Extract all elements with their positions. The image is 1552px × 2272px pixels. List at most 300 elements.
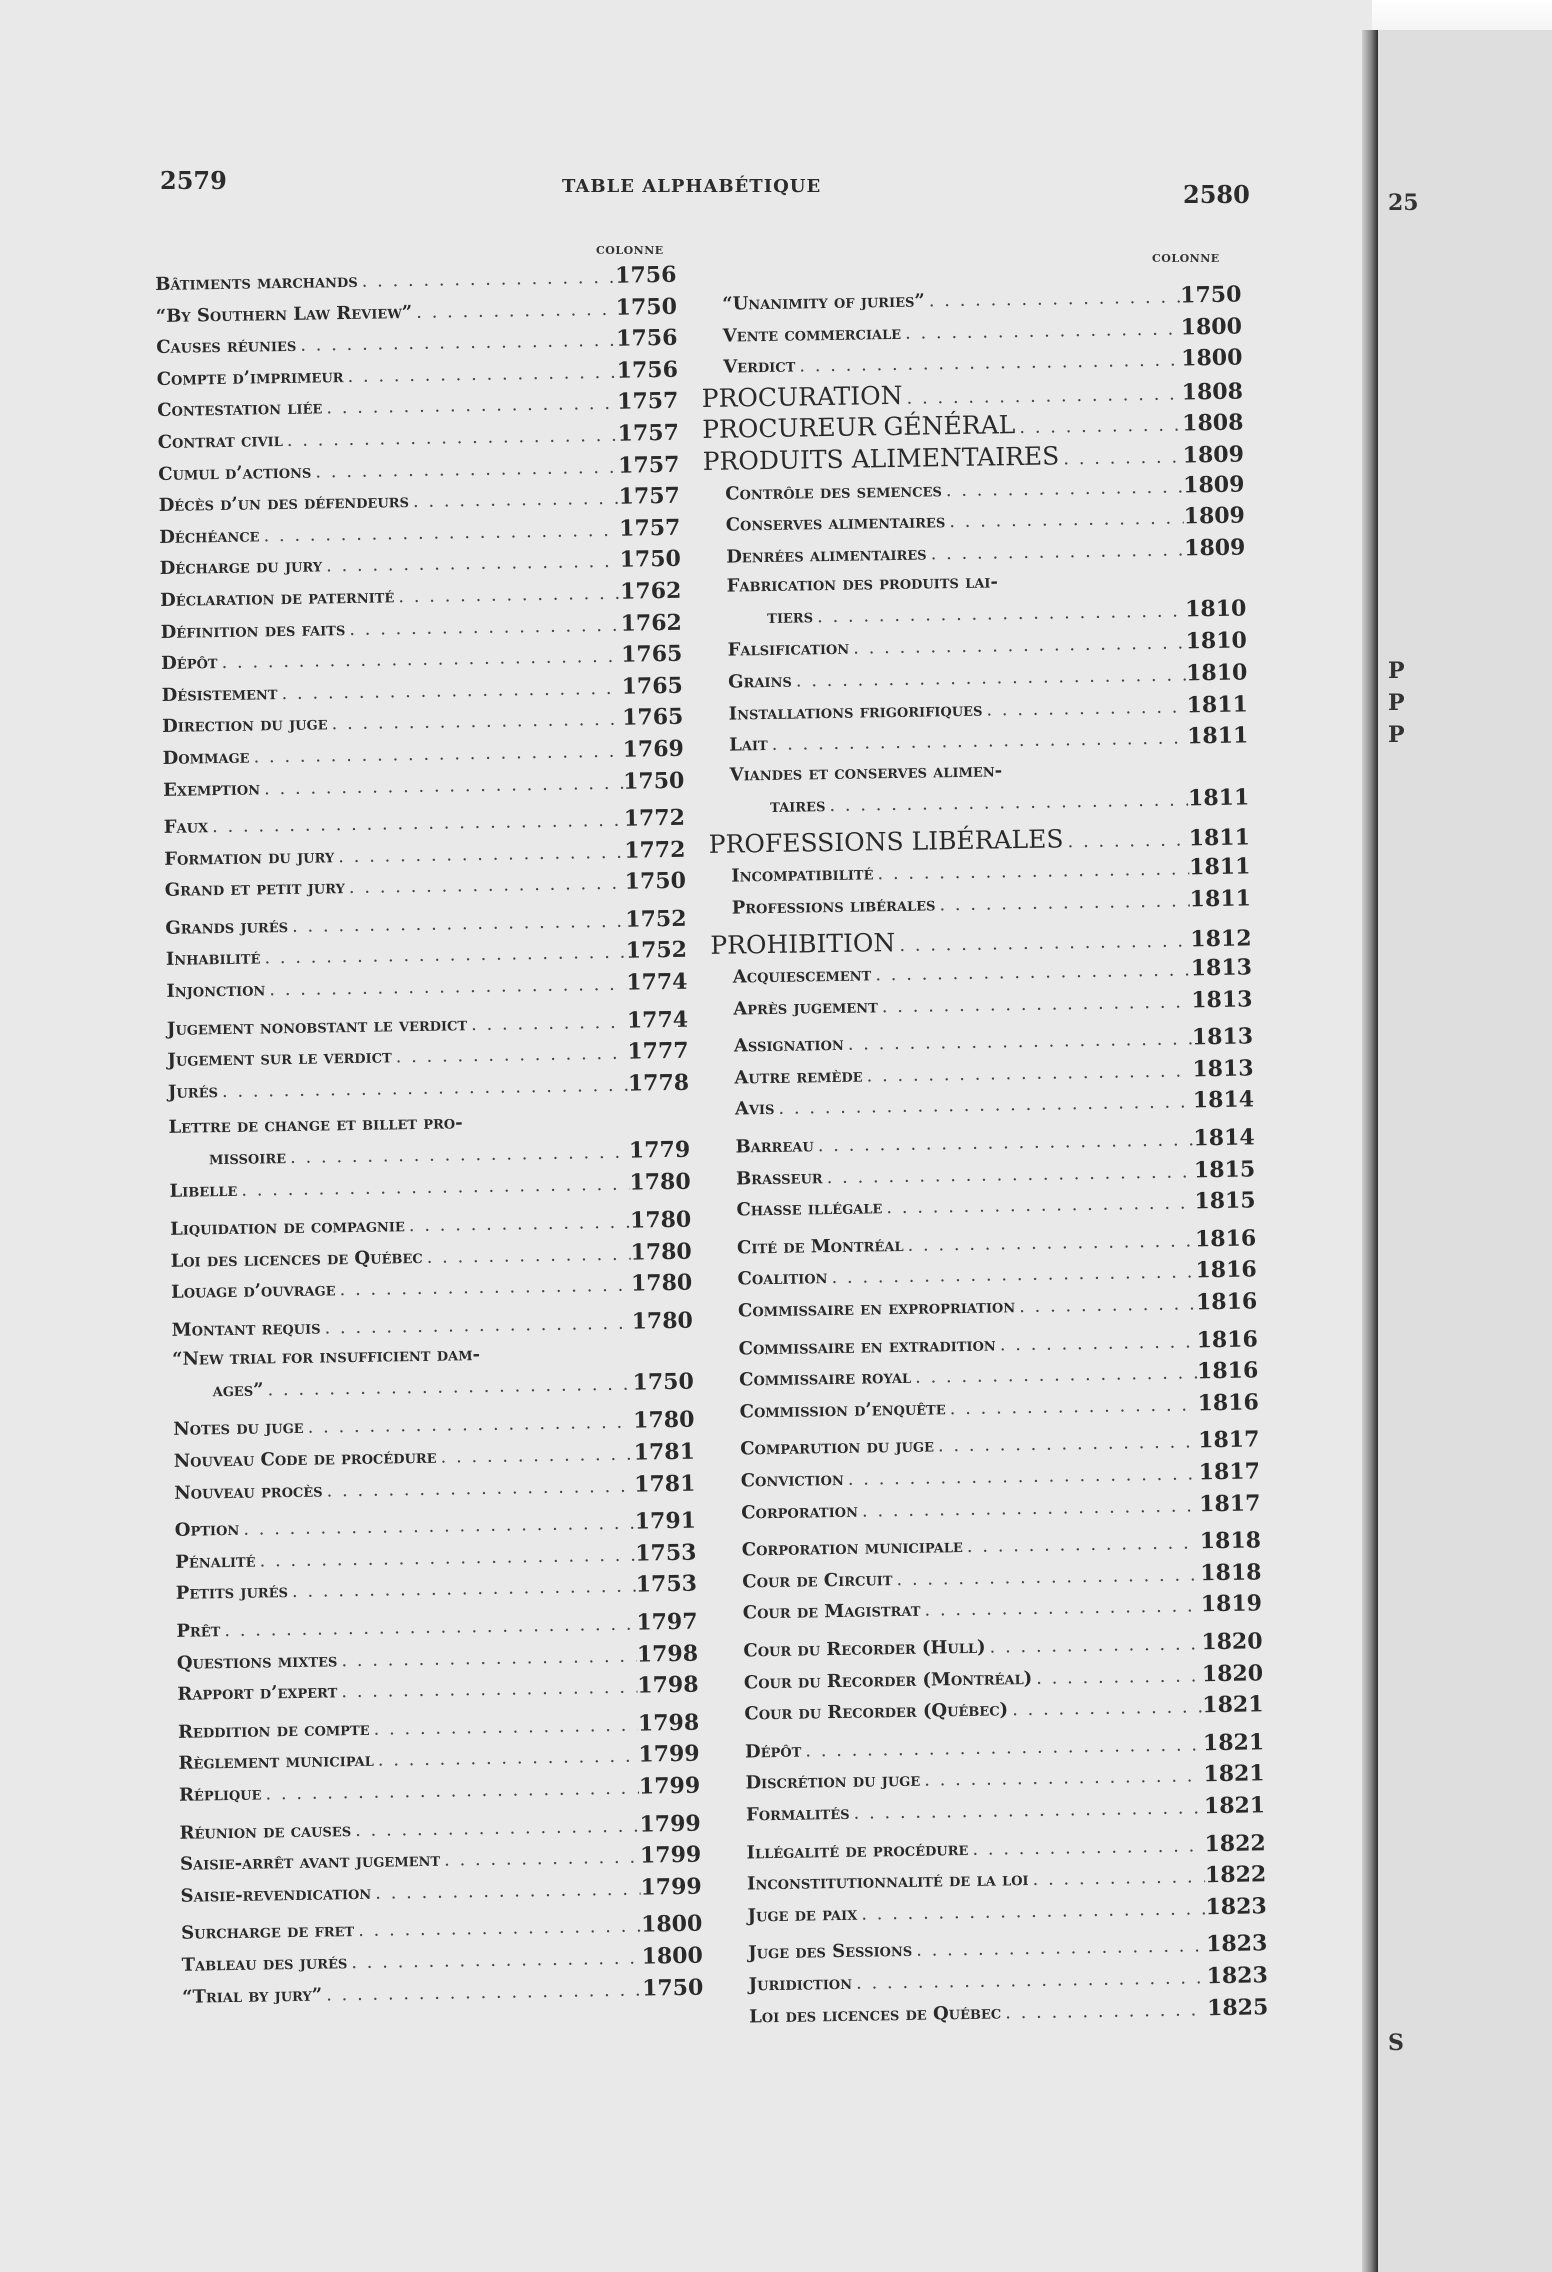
entry-label: Falsification xyxy=(727,638,850,661)
page-number-left: 2579 xyxy=(160,166,227,195)
dot-leader xyxy=(286,1138,629,1173)
column-number: 1822 xyxy=(1204,1861,1267,1889)
entry-label: Saisie-arrêt avant jugement xyxy=(179,1849,441,1875)
dot-leader xyxy=(902,378,1182,414)
dot-leader xyxy=(327,704,622,740)
column-number: 1799 xyxy=(640,1873,702,1901)
entry-label: Compte d’imprimeur xyxy=(156,365,344,390)
dot-leader xyxy=(288,906,626,943)
column-number: 1811 xyxy=(1186,722,1249,750)
column-number: 1812 xyxy=(1190,924,1252,952)
dot-leader xyxy=(935,885,1190,921)
column-number: 1757 xyxy=(616,388,679,416)
dot-leader xyxy=(320,1307,632,1343)
entry-label: “By Southern Law Review” xyxy=(155,301,413,327)
column-number: 1821 xyxy=(1203,1792,1266,1820)
column-number: 1752 xyxy=(625,905,687,933)
entry-label: Lait xyxy=(729,734,768,756)
entry-label: Commissaire royal xyxy=(738,1367,912,1391)
column-number: 1798 xyxy=(636,1640,699,1668)
dot-leader xyxy=(774,1087,1193,1125)
dot-leader xyxy=(920,1761,1204,1797)
dot-leader xyxy=(1001,1994,1207,2029)
dot-leader xyxy=(422,1238,630,1273)
entry-label: Déchéance xyxy=(159,525,260,548)
column-number: 1798 xyxy=(637,1709,700,1737)
dot-leader xyxy=(343,357,617,393)
entry-label: Direction du juge xyxy=(162,713,328,738)
column-number: 1811 xyxy=(1189,885,1252,913)
entry-label: PRODUITS ALIMENTAIRES xyxy=(702,441,1060,476)
entry-label: Denrées alimentaires xyxy=(726,543,927,568)
entry-label: “Trial by jury” xyxy=(181,1984,323,2008)
dot-leader xyxy=(337,1672,638,1708)
column-number: 1765 xyxy=(621,672,684,700)
entry-label: Brasseur xyxy=(735,1166,823,1190)
column-number: 1765 xyxy=(621,704,684,732)
dot-leader xyxy=(982,691,1187,726)
entry-label: Avis xyxy=(734,1098,775,1121)
entry-label: Barreau xyxy=(735,1135,814,1158)
dot-leader xyxy=(322,1974,642,2011)
entry-label: Comparution du juge xyxy=(740,1435,935,1460)
column-number: 1779 xyxy=(628,1137,691,1165)
entry-label: Vente commerciale xyxy=(722,322,902,347)
entry-label: Acquiescement xyxy=(732,964,872,988)
index-entry xyxy=(168,1105,689,1175)
entry-label-continued: ages” xyxy=(212,1379,264,1402)
entry-label: Commission d’enquête xyxy=(739,1398,946,1423)
dot-leader xyxy=(813,597,1186,633)
entry-label: Réunion de causes xyxy=(179,1819,352,1844)
entry-label: Cumul d’actions xyxy=(158,461,312,485)
column-number: 1821 xyxy=(1202,1729,1265,1757)
entry-label: “Unanimity of juries” xyxy=(722,290,925,315)
entry-label: Définition des faits xyxy=(160,618,346,643)
entry-label: Lettre de change et billet pro- xyxy=(168,1112,463,1139)
dot-leader xyxy=(405,1207,631,1242)
entry-label: Bâtiments marchands xyxy=(155,270,358,295)
dot-leader xyxy=(391,1038,627,1073)
dot-leader xyxy=(288,1571,636,1608)
dot-leader xyxy=(963,1527,1200,1562)
entry-label: “New trial for insufficient dam- xyxy=(171,1344,481,1371)
entry-label: Option xyxy=(174,1519,240,1542)
dot-leader xyxy=(322,388,617,424)
entry-label: Désistement xyxy=(161,682,278,706)
column-number: 1809 xyxy=(1183,534,1246,562)
index-entry xyxy=(172,1337,693,1407)
entry-label: Décharge du jury xyxy=(159,555,323,580)
column-number: 1772 xyxy=(623,804,686,832)
dot-leader xyxy=(345,868,625,904)
dot-leader xyxy=(849,628,1186,665)
column-number: 1811 xyxy=(1188,853,1251,881)
column-number: 1778 xyxy=(627,1069,690,1097)
column-number: 1814 xyxy=(1192,1086,1255,1114)
column-number: 1800 xyxy=(1180,313,1243,341)
column-number: 1799 xyxy=(639,1841,702,1869)
next-page-edge xyxy=(1378,30,1552,2272)
entry-label: Dépôt xyxy=(744,1740,802,1763)
entry-label: Contestation liée xyxy=(157,397,323,422)
entry-label: Exemption xyxy=(163,777,261,801)
entry-label: PROHIBITION xyxy=(710,927,896,960)
dot-leader xyxy=(995,1326,1196,1361)
index-column-left xyxy=(155,260,702,2012)
dot-leader xyxy=(925,281,1181,317)
column-number: 1813 xyxy=(1190,954,1253,982)
column-number: 1757 xyxy=(617,451,680,479)
column-number: 1781 xyxy=(633,1470,696,1498)
dot-leader xyxy=(322,546,620,582)
entry-label: Grands jurés xyxy=(165,915,289,939)
dot-leader xyxy=(374,1741,639,1777)
dot-leader xyxy=(357,262,615,298)
column-number: 1750 xyxy=(624,868,687,895)
dot-leader xyxy=(920,1591,1201,1627)
dot-leader xyxy=(878,986,1192,1023)
dot-leader xyxy=(871,954,1191,991)
column-number: 1816 xyxy=(1194,1225,1257,1253)
entry-label: Loi des licences de Québec xyxy=(170,1246,423,1272)
dot-leader xyxy=(1015,410,1182,444)
entry-label: Cour du Recorder (Montréal) xyxy=(743,1667,1033,1694)
dot-leader xyxy=(945,1389,1197,1425)
entry-label: Faux xyxy=(163,816,209,839)
dot-leader xyxy=(334,836,625,872)
entry-label: Règlement municipal xyxy=(178,1750,374,1775)
column-number: 1819 xyxy=(1200,1590,1263,1618)
entry-label: Juge de paix xyxy=(747,1903,858,1927)
entry-label: Formation du jury xyxy=(164,845,335,870)
dot-leader xyxy=(892,1559,1200,1595)
entry-label: Cour de Magistrat xyxy=(742,1600,921,1624)
entry-label: Petits jurés xyxy=(175,1581,289,1605)
column-number: 1780 xyxy=(629,1206,692,1234)
dot-leader xyxy=(218,1070,628,1108)
dot-leader xyxy=(873,854,1189,891)
column-number: 1813 xyxy=(1191,1023,1254,1051)
column-number: 1780 xyxy=(632,1407,695,1435)
entry-label: Causes réunies xyxy=(156,334,297,359)
column-number: 1756 xyxy=(615,324,678,352)
entry-label: Grains xyxy=(728,670,792,693)
column-number: 1820 xyxy=(1201,1659,1264,1687)
column-number: 1814 xyxy=(1193,1124,1255,1152)
dot-leader xyxy=(322,1470,634,1506)
index-entry xyxy=(707,752,1248,822)
column-number: 1820 xyxy=(1201,1628,1263,1656)
entry-label: Coalition xyxy=(737,1267,828,1290)
entry-label: Décès d’un des défendeurs xyxy=(158,491,410,517)
entry-label-continued: tiers xyxy=(767,606,814,629)
column-number: 1821 xyxy=(1203,1760,1265,1788)
column-number: 1800 xyxy=(640,1910,703,1938)
dot-leader xyxy=(912,1931,1206,1967)
entry-label: Contrôle des semences xyxy=(725,479,942,505)
column-number: 1757 xyxy=(618,482,681,510)
column-number: 1811 xyxy=(1186,690,1249,718)
dot-leader xyxy=(371,1873,641,1909)
entry-label: Fabrication des produits lai- xyxy=(726,571,999,597)
dot-leader xyxy=(901,313,1181,349)
column-number: 1797 xyxy=(636,1608,698,1636)
entry-label: Saisie-revendication xyxy=(180,1882,372,1907)
dot-leader xyxy=(1015,1288,1196,1322)
entry-label: Conserves alimentaires xyxy=(725,511,946,536)
column-number: 1809 xyxy=(1182,471,1245,498)
entry-label: Professions libérales xyxy=(731,894,936,919)
column-number: 1757 xyxy=(618,514,681,542)
column-number: 1811 xyxy=(1188,824,1251,852)
column-number: 1799 xyxy=(638,1740,700,1768)
entry-label: Reddition de compte xyxy=(177,1718,370,1743)
column-number: 1810 xyxy=(1185,627,1248,655)
dot-leader xyxy=(260,767,624,804)
column-number: 1823 xyxy=(1205,1893,1267,1920)
dot-leader xyxy=(436,1439,634,1474)
column-number: 1808 xyxy=(1181,378,1244,406)
column-number: 1769 xyxy=(622,735,685,763)
column-number: 1823 xyxy=(1205,1930,1268,1958)
dot-leader xyxy=(945,503,1184,538)
dot-leader xyxy=(440,1842,640,1877)
index-entry xyxy=(704,564,1245,634)
column-number: 1816 xyxy=(1196,1357,1259,1385)
dot-leader xyxy=(261,1773,639,1811)
column-number: 1816 xyxy=(1195,1256,1257,1284)
column-number: 1765 xyxy=(620,640,683,668)
column-label-right: COLONNE xyxy=(1152,252,1220,265)
entry-label: Cour du Recorder (Québec) xyxy=(744,1699,1009,1725)
dot-leader xyxy=(337,1640,637,1676)
entry-label: PROCUREUR GÉNÉRAL xyxy=(702,410,1016,445)
column-number: 1815 xyxy=(1194,1187,1256,1215)
column-number: 1750 xyxy=(632,1369,695,1397)
dot-leader xyxy=(942,471,1184,506)
column-number: 1780 xyxy=(630,1238,692,1266)
entry-label: Jurés xyxy=(167,1080,219,1103)
column-number: 1757 xyxy=(617,419,680,447)
entry-label: Après jugement xyxy=(733,995,878,1020)
column-number: 1777 xyxy=(627,1037,689,1065)
entry-label: Rapport d’expert xyxy=(177,1681,338,1705)
entry-label: Nouveau procès xyxy=(174,1480,323,1504)
column-number: 1750 xyxy=(622,767,685,795)
entry-label-continued: taires xyxy=(769,794,826,817)
column-number: 1781 xyxy=(633,1438,696,1466)
dot-leader xyxy=(351,1810,640,1846)
column-number: 1817 xyxy=(1197,1426,1260,1454)
column-number: 1816 xyxy=(1197,1389,1260,1417)
entry-label: Surcharge de fret xyxy=(181,1920,355,1945)
entry-label: Autre remède xyxy=(734,1065,863,1089)
entry-label: Réplique xyxy=(178,1783,262,1806)
entry-label: Loi des licences de Québec xyxy=(748,2001,1002,2027)
column-number: 1774 xyxy=(626,968,688,996)
column-number: 1750 xyxy=(619,546,682,574)
entry-label: Formalités xyxy=(745,1802,850,1826)
entry-label: Illégalité de procédure xyxy=(746,1838,969,1863)
column-number: 1825 xyxy=(1206,1993,1269,2021)
entry-label: Verdict xyxy=(723,355,796,378)
column-number: 1799 xyxy=(638,1772,701,1800)
dot-leader xyxy=(283,420,618,457)
next-page-number: 25 xyxy=(1388,190,1419,216)
entry-label: Commissaire en extradition xyxy=(738,1334,996,1360)
entry-label: Contrat civil xyxy=(157,429,283,453)
column-number: 1798 xyxy=(637,1671,699,1699)
column-number: 1780 xyxy=(630,1269,693,1297)
dot-leader xyxy=(1032,1660,1202,1694)
entry-label: Libelle xyxy=(169,1180,238,1203)
column-number: 1762 xyxy=(620,609,683,637)
entry-label: Grand et petit jury xyxy=(164,877,346,902)
dot-leader xyxy=(849,1792,1204,1829)
column-number: 1809 xyxy=(1183,502,1246,530)
dot-leader xyxy=(345,609,621,645)
entry-label: Inhabilité xyxy=(165,947,261,971)
column-number: 1816 xyxy=(1195,1288,1258,1316)
dot-leader xyxy=(857,1893,1206,1930)
entry-label: Incompatibilité xyxy=(731,863,874,887)
column-number: 1780 xyxy=(631,1307,694,1335)
entry-label: Cité de Montréal xyxy=(736,1234,904,1259)
column-number: 1810 xyxy=(1184,595,1247,623)
entry-label: Pénalité xyxy=(175,1550,256,1573)
dot-leader xyxy=(263,1370,633,1406)
dot-leader xyxy=(795,345,1181,383)
entry-label: Viandes et conserves alimen- xyxy=(729,760,1003,786)
entry-label: Juge des Sessions xyxy=(747,1940,913,1964)
entry-label: Assignation xyxy=(733,1034,844,1057)
dot-leader xyxy=(882,1188,1195,1224)
dot-leader xyxy=(311,451,618,487)
entry-label: Cour du Recorder (Hull) xyxy=(743,1636,986,1662)
entry-label: Conviction xyxy=(740,1468,844,1492)
dot-leader xyxy=(858,1490,1200,1527)
column-number: 1772 xyxy=(624,836,686,864)
dot-leader xyxy=(335,1270,631,1306)
column-number: 1774 xyxy=(626,1006,689,1034)
column-number: 1762 xyxy=(619,577,682,605)
entry-label: Dépôt xyxy=(161,652,218,675)
entry-label: Montant requis xyxy=(171,1317,321,1341)
dot-leader xyxy=(409,483,619,518)
entry-label: PROFESSIONS LIBÉRALES xyxy=(708,824,1064,859)
entry-label: Déclaration de paternité xyxy=(160,586,395,611)
dot-leader xyxy=(303,1407,633,1444)
dot-leader xyxy=(1063,824,1189,858)
column-number: 1800 xyxy=(1180,344,1243,372)
column-number: 1752 xyxy=(625,937,688,965)
dot-leader xyxy=(985,1628,1201,1663)
column-label-left: COLONNE xyxy=(596,244,664,257)
column-number: 1818 xyxy=(1200,1559,1262,1587)
next-page-letter: P xyxy=(1388,658,1405,684)
column-number: 1750 xyxy=(1179,281,1242,309)
entry-label: Tableau des jurés xyxy=(181,1952,348,1976)
column-number: 1823 xyxy=(1206,1962,1269,1990)
column-number: 1817 xyxy=(1198,1489,1261,1517)
index-entry xyxy=(171,1306,694,1346)
column-number: 1799 xyxy=(639,1810,701,1838)
dot-leader xyxy=(354,1911,641,1947)
entry-label: Inconstitutionnalité de la loi xyxy=(746,1869,1029,1895)
dot-leader xyxy=(911,1358,1198,1394)
entry-label: Prêt xyxy=(176,1620,221,1642)
next-page-letter: S xyxy=(1388,2030,1404,2056)
column-number: 1791 xyxy=(634,1507,697,1535)
column-number: 1756 xyxy=(614,261,677,289)
next-page-letter: P xyxy=(1388,722,1405,748)
column-number: 1750 xyxy=(641,1974,704,2002)
entry-label: Commissaire en expropriation xyxy=(737,1296,1016,1322)
column-number: 1753 xyxy=(635,1539,697,1567)
entry-label: Chasse illégale xyxy=(736,1197,883,1221)
column-number: 1800 xyxy=(641,1942,704,1970)
entry-label: Corporation xyxy=(741,1500,859,1524)
column-number: 1756 xyxy=(616,356,679,384)
entry-label: Discrétion du juge xyxy=(745,1770,921,1794)
column-number: 1816 xyxy=(1196,1325,1259,1353)
dot-leader xyxy=(412,293,616,328)
column-number: 1809 xyxy=(1182,441,1245,469)
page-title: TABLE ALPHABÉTIQUE xyxy=(562,176,822,197)
entry-label: Jugement sur le verdict xyxy=(167,1046,392,1072)
dot-leader xyxy=(1028,1861,1205,1895)
dot-leader xyxy=(265,969,626,1006)
column-number: 1753 xyxy=(635,1571,698,1598)
dot-leader xyxy=(394,578,620,613)
column-number: 1813 xyxy=(1192,1055,1254,1083)
entry-label: Liquidation de compagnie xyxy=(169,1215,406,1240)
column-number: 1811 xyxy=(1187,784,1250,812)
column-number: 1815 xyxy=(1193,1156,1256,1184)
column-number: 1808 xyxy=(1181,409,1244,437)
index-column-right xyxy=(700,280,1267,2032)
page-number-right: 2580 xyxy=(1183,180,1250,209)
dot-leader xyxy=(926,534,1184,570)
book-gutter xyxy=(1362,30,1378,2272)
entry-label: Questions mixtes xyxy=(176,1649,338,1674)
dot-leader xyxy=(369,1709,638,1745)
dot-leader xyxy=(296,325,616,362)
entry-label: Cour de Circuit xyxy=(742,1568,893,1593)
dot-leader xyxy=(968,1830,1205,1865)
dot-leader xyxy=(825,785,1188,821)
dot-leader xyxy=(1059,441,1183,475)
entry-label: Juridiction xyxy=(748,1972,853,1996)
column-number: 1821 xyxy=(1202,1691,1264,1719)
dot-leader xyxy=(767,723,1187,761)
column-number: 1780 xyxy=(629,1169,691,1197)
dot-leader xyxy=(347,1942,642,1978)
next-page-letter: P xyxy=(1388,690,1405,716)
entry-label: Injonction xyxy=(166,979,266,1002)
entry-label: Installations frigorifiques xyxy=(728,699,983,725)
dot-leader xyxy=(467,1006,627,1040)
column-number: 1822 xyxy=(1204,1829,1266,1857)
dot-leader xyxy=(1008,1691,1203,1726)
dot-leader xyxy=(934,1427,1199,1463)
entry-label: Nouveau Code de procédure xyxy=(173,1446,437,1472)
column-number: 1813 xyxy=(1191,986,1253,1014)
entry-label: Dommage xyxy=(162,746,250,769)
dot-leader xyxy=(903,1225,1195,1261)
entry-label: Louage d’ouvrage xyxy=(170,1279,336,1304)
